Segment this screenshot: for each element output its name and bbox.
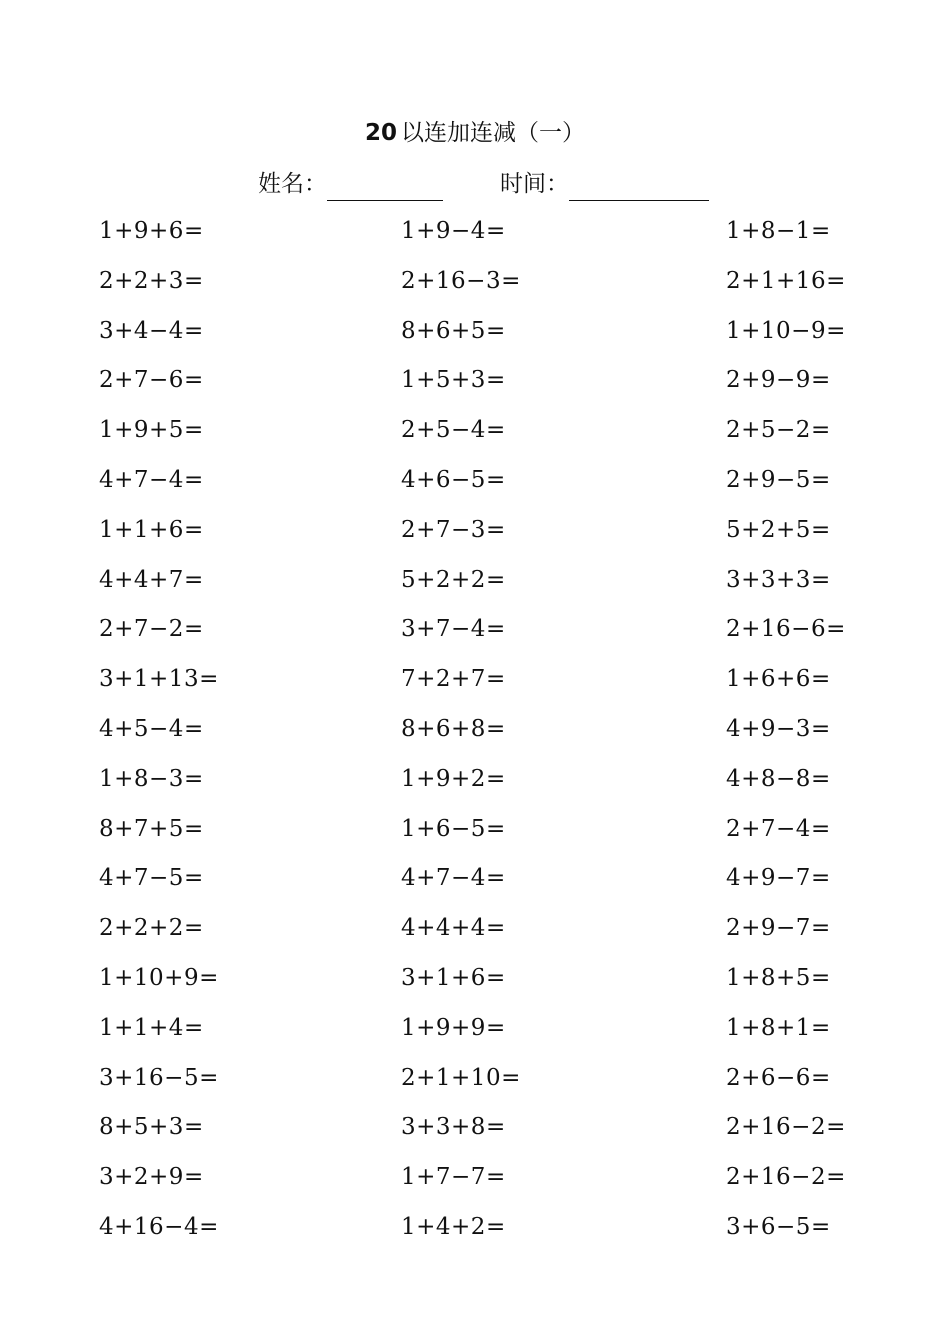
arithmetic-problem: 4+4+7= (99, 566, 204, 593)
arithmetic-problem: 1+8+1= (726, 1014, 831, 1041)
arithmetic-problem: 1+9+5= (99, 417, 204, 444)
arithmetic-problem: 8+5+3= (99, 1114, 204, 1141)
arithmetic-problem: 3+3+8= (401, 1114, 506, 1141)
arithmetic-problem: 1+8+5= (726, 964, 831, 991)
arithmetic-problem: 1+9+9= (401, 1014, 506, 1041)
arithmetic-problem: 2+9−5= (726, 466, 831, 493)
arithmetic-problem: 3+2+9= (99, 1164, 204, 1191)
title-number: 20 (364, 120, 397, 146)
arithmetic-problem: 2+9−9= (726, 367, 831, 394)
arithmetic-problem: 3+4−4= (99, 317, 204, 344)
arithmetic-problem: 2+2+3= (99, 267, 204, 294)
arithmetic-problem: 1+7−7= (401, 1164, 506, 1191)
arithmetic-problem: 5+2+2= (401, 566, 506, 593)
arithmetic-problem: 1+6−5= (401, 815, 506, 842)
name-label: 姓名： (258, 171, 327, 197)
arithmetic-problem: 3+1+13= (99, 666, 219, 693)
arithmetic-problem: 4+7−5= (99, 865, 204, 892)
arithmetic-problem: 2+16−3= (401, 267, 521, 294)
arithmetic-problem: 2+7−3= (401, 516, 506, 543)
arithmetic-problem: 1+5+3= (401, 367, 506, 394)
arithmetic-problem: 4+4+4= (401, 915, 506, 942)
page-title (0, 116, 950, 150)
name-blank[interactable] (327, 166, 443, 201)
arithmetic-problem: 3+7−4= (401, 616, 506, 643)
arithmetic-problem: 5+2+5= (726, 516, 831, 543)
arithmetic-problem: 8+6+8= (401, 715, 506, 742)
arithmetic-problem: 3+6−5= (726, 1213, 831, 1240)
problem-column-3 (726, 211, 946, 1257)
arithmetic-problem: 2+16−6= (726, 616, 846, 643)
arithmetic-problem: 1+8−1= (726, 218, 831, 244)
arithmetic-problem: 4+7−4= (99, 466, 204, 493)
arithmetic-problem: 4+6−5= (401, 466, 506, 493)
arithmetic-problem: 1+10+9= (99, 964, 219, 991)
arithmetic-problem: 2+7−4= (726, 815, 831, 842)
arithmetic-problem: 1+6+6= (726, 666, 831, 693)
arithmetic-problem: 1+1+6= (99, 516, 204, 543)
arithmetic-problem: 4+9−3= (726, 715, 831, 742)
arithmetic-problem: 1+9+2= (401, 765, 506, 792)
arithmetic-problem: 2+7−6= (99, 367, 204, 394)
arithmetic-problem: 3+1+6= (401, 964, 506, 991)
arithmetic-problem: 4+8−8= (726, 765, 831, 792)
arithmetic-problem: 1+9−4= (401, 218, 506, 244)
arithmetic-problem: 2+2+2= (99, 915, 204, 942)
arithmetic-problem: 7+2+7= (401, 666, 506, 693)
arithmetic-problem: 2+9−7= (726, 915, 831, 942)
arithmetic-problem: 1+8−3= (99, 765, 204, 792)
arithmetic-problem: 3+16−5= (99, 1064, 219, 1091)
arithmetic-problem: 4+16−4= (99, 1213, 219, 1240)
arithmetic-problem: 2+16−2= (726, 1114, 846, 1141)
title-text: 以连加连减（一） (401, 120, 585, 146)
arithmetic-problem: 2+1+16= (726, 267, 846, 294)
arithmetic-problem: 3+3+3= (726, 566, 831, 593)
arithmetic-problem: 2+5−4= (401, 417, 506, 444)
arithmetic-problem: 1+9+6= (99, 218, 204, 244)
arithmetic-problem: 2+7−2= (99, 616, 204, 643)
time-blank[interactable] (569, 166, 709, 201)
arithmetic-problem: 2+6−6= (726, 1064, 831, 1091)
arithmetic-problem: 1+10−9= (726, 317, 846, 344)
arithmetic-problem: 2+16−2= (726, 1164, 846, 1191)
arithmetic-problem: 2+5−2= (726, 417, 831, 444)
arithmetic-problem: 4+9−7= (726, 865, 831, 892)
arithmetic-problem: 8+7+5= (99, 815, 204, 842)
arithmetic-problem: 4+7−4= (401, 865, 506, 892)
time-field (500, 166, 709, 201)
arithmetic-problem: 8+6+5= (401, 317, 506, 344)
time-label: 时间： (500, 171, 569, 197)
arithmetic-problem: 1+1+4= (99, 1014, 204, 1041)
arithmetic-problem: 4+5−4= (99, 715, 204, 742)
problem-column-1 (99, 211, 319, 1257)
problem-column-2 (401, 211, 621, 1257)
arithmetic-problem: 1+4+2= (401, 1213, 506, 1240)
arithmetic-problem: 2+1+10= (401, 1064, 521, 1091)
name-field (258, 166, 443, 201)
